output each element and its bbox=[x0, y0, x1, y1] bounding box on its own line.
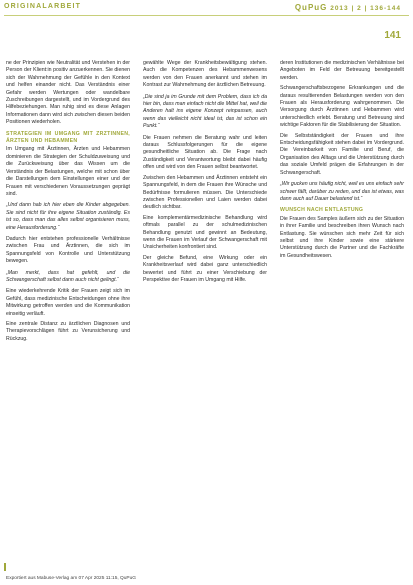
header-rule bbox=[4, 15, 409, 16]
body-paragraph: Der gleiche Befund, eine Wirkung oder ein Krankheitsverlauf wird dabei ganz unterschiedlich bewertet und führt zu einer Verschiebung der Perspektive der Frauen im Umgang mit Hilfe. bbox=[143, 254, 267, 283]
page-number: 141 bbox=[384, 30, 401, 41]
body-paragraph: Im Umgang mit Ärztinnen, Ärzten und Hebammen dominieren die Strategien der Schuldzuweisung und die Zurückweisung über das Wissen um die Verständnis der Belastungen, welche mit schon über die Darstellungen dem Einstellungen einer und der Frauen mit verschiedenen Voraussetzungen geprägt sind. bbox=[6, 146, 130, 197]
quote-paragraph: „Man merkt, dass hat gefehlt, und die Schwangerschaft selbst dann auch nicht gelingt.“ bbox=[6, 269, 130, 283]
section-heading: STRATEGIEN IM UMGANG MIT ZRZTINNEN, ÄRZTEN UND HEBAMMEN bbox=[6, 130, 130, 145]
body-paragraph: Die Frauen nehmen die Beratung wahr und leiten daraus Schlussfolgerungen für die eigene gesundheitliche Situation ab. Die Frage nach Zuständigkeit und Verantwortung bleibt dabei häufig offen und wird von den Frauen selbst beantwortet. bbox=[143, 134, 267, 171]
body-paragraph: Die Selbstständigkeit der Frauen und ihre Entscheidungsfähigkeit stehen dabei im Vordergrund. Die Vereinbarkeit von Familie und Beruf, die Organisation des Alltags und die Unterstützung durch das soziale Umfeld prägen die Erfahrungen in der Schwangerschaft. bbox=[280, 132, 404, 176]
body-paragraph: Die Frauen des Samples äußern sich zu der Situation in ihrer Familie und beschreiben ihren Wunsch nach Entlastung. Sie wünschen sich mehr Zeit für sich selbst und ihre Kinder sowie eine stärkere Unterstützung durch die Partner und die Fachkräfte im Gesundheitswesen. bbox=[280, 215, 404, 259]
section-label: ORIGINALARBEIT bbox=[4, 3, 82, 10]
body-paragraph: Eine zentrale Distanz zu ärztlichen Diagnosen und Therapievorschlägen führt zu Verunsicherung und Rückzug. bbox=[6, 321, 130, 342]
quote-paragraph: „Wir gucken uns häufig nicht, weil es uns einfach sehr schwer fällt, darüber zu reden, und das ist etwas, was dann auch auf Dauer belastend ist.“ bbox=[280, 181, 404, 202]
quote-paragraph: „Die sind ja im Grunde mit dem Problem, dass ich da hier bin, dass man einfach nicht die Mittel hat, weil die Anderen halt ins eigene Konzept reinpassen, auch wenn das vielleicht nicht ideal ist, das ist schon ein Punkt.“ bbox=[143, 93, 267, 130]
body-paragraph: gewählte Wege der Krankheitsbewältigung stehen. Auch die Kompetenzen des Hebammenwesens werden von den Frauen anerkannt und stehen im Kontrast zur Wahrnehmung der ärztlichen Betreuung. bbox=[143, 60, 267, 89]
text-column-2 bbox=[143, 60, 267, 287]
text-column-1 bbox=[6, 60, 130, 346]
footer-note: Exportiert aus Mabuse-Verlag am 07 Apr 2025 11:15, QuPuG bbox=[6, 576, 137, 581]
body-paragraph: ne der Prinzipien wie Neutralität und Verstehen in der Person der Klient:in positiv anzuerkennen. Sie dienen sich der Wahrnehmung der Gefühle in den Kontext und helfen einander nicht. Das Verständnis einer Gefahr werden Wertungen oder wandelbare Zuschreibungen dargestellt, und im Vordergrund des Hilfebeziehungen. Man ruhig sind es diese Anlagen Informationen dann wird sich zwischen diesen beiden Positionen wiederholen. bbox=[6, 60, 130, 126]
section-heading: WUNSCH NACH ENTLASTUNG bbox=[280, 207, 364, 214]
body-paragraph: Schwangerschaftsbezogene Erkrankungen und die daraus resultierenden Belastungen werden von den Frauen als Herausforderung wahrgenommen. Die Versorgung durch Ärztinnen und Hebammen wird unterschiedlich erlebt. Beratung und Betreuung sind wichtige Faktoren für die Stabilisierung der Situation. bbox=[280, 85, 404, 129]
body-paragraph: Eine komplementärmedizinische Behandlung wird oftmals parallel zu der schulmedizinischen Behandlung genutzt und gewinnt an Bedeutung, wenn die Frauen im Verlauf der Schwangerschaft mit Unsicherheiten konfrontiert sind. bbox=[143, 214, 267, 251]
body-paragraph: Dadurch hier entstehen professionelle Verhältnisse zwischen Frau und Ärztinnen, die sich im Spannungsfeld von Kontrolle und Unterstützung bewegen. bbox=[6, 235, 130, 265]
footer-bar bbox=[4, 563, 6, 571]
journal-brand: QuPuG bbox=[294, 3, 328, 12]
quote-paragraph: „Und dann hab ich hier eben die Kinder abgegeben. Sie sind nicht für ihre eigene Situation zuständig. Es ist so, dass man das alles selbst organisieren muss, eine Herausforderung.“ bbox=[6, 202, 130, 231]
issue-info: 2013 | 2 | 136-144 bbox=[330, 5, 401, 12]
text-column-3 bbox=[280, 60, 404, 263]
body-paragraph: Eine wiederkehrende Kritik der Frauen zeigt sich im Gefühl, dass medizinische Entscheidungen ohne ihre Mitwirkung getroffen werden und die Kommunikation einseitig verläuft. bbox=[6, 288, 130, 317]
journal-info bbox=[295, 3, 401, 12]
body-paragraph: deren Institutionen die medizinischen Verhältnisse bei Angeboten im Feld der Betreuung bereitgestellt werden. bbox=[280, 60, 404, 81]
body-paragraph: Zwischen den Hebammen und Ärztinnen entsteht ein Spannungsfeld, in dem die Frauen ihre Wünsche und Bedürfnisse formulieren müssen. Die Unterschiede zwischen Professionellen und Laien werden dabei deutlich sichtbar. bbox=[143, 174, 267, 211]
